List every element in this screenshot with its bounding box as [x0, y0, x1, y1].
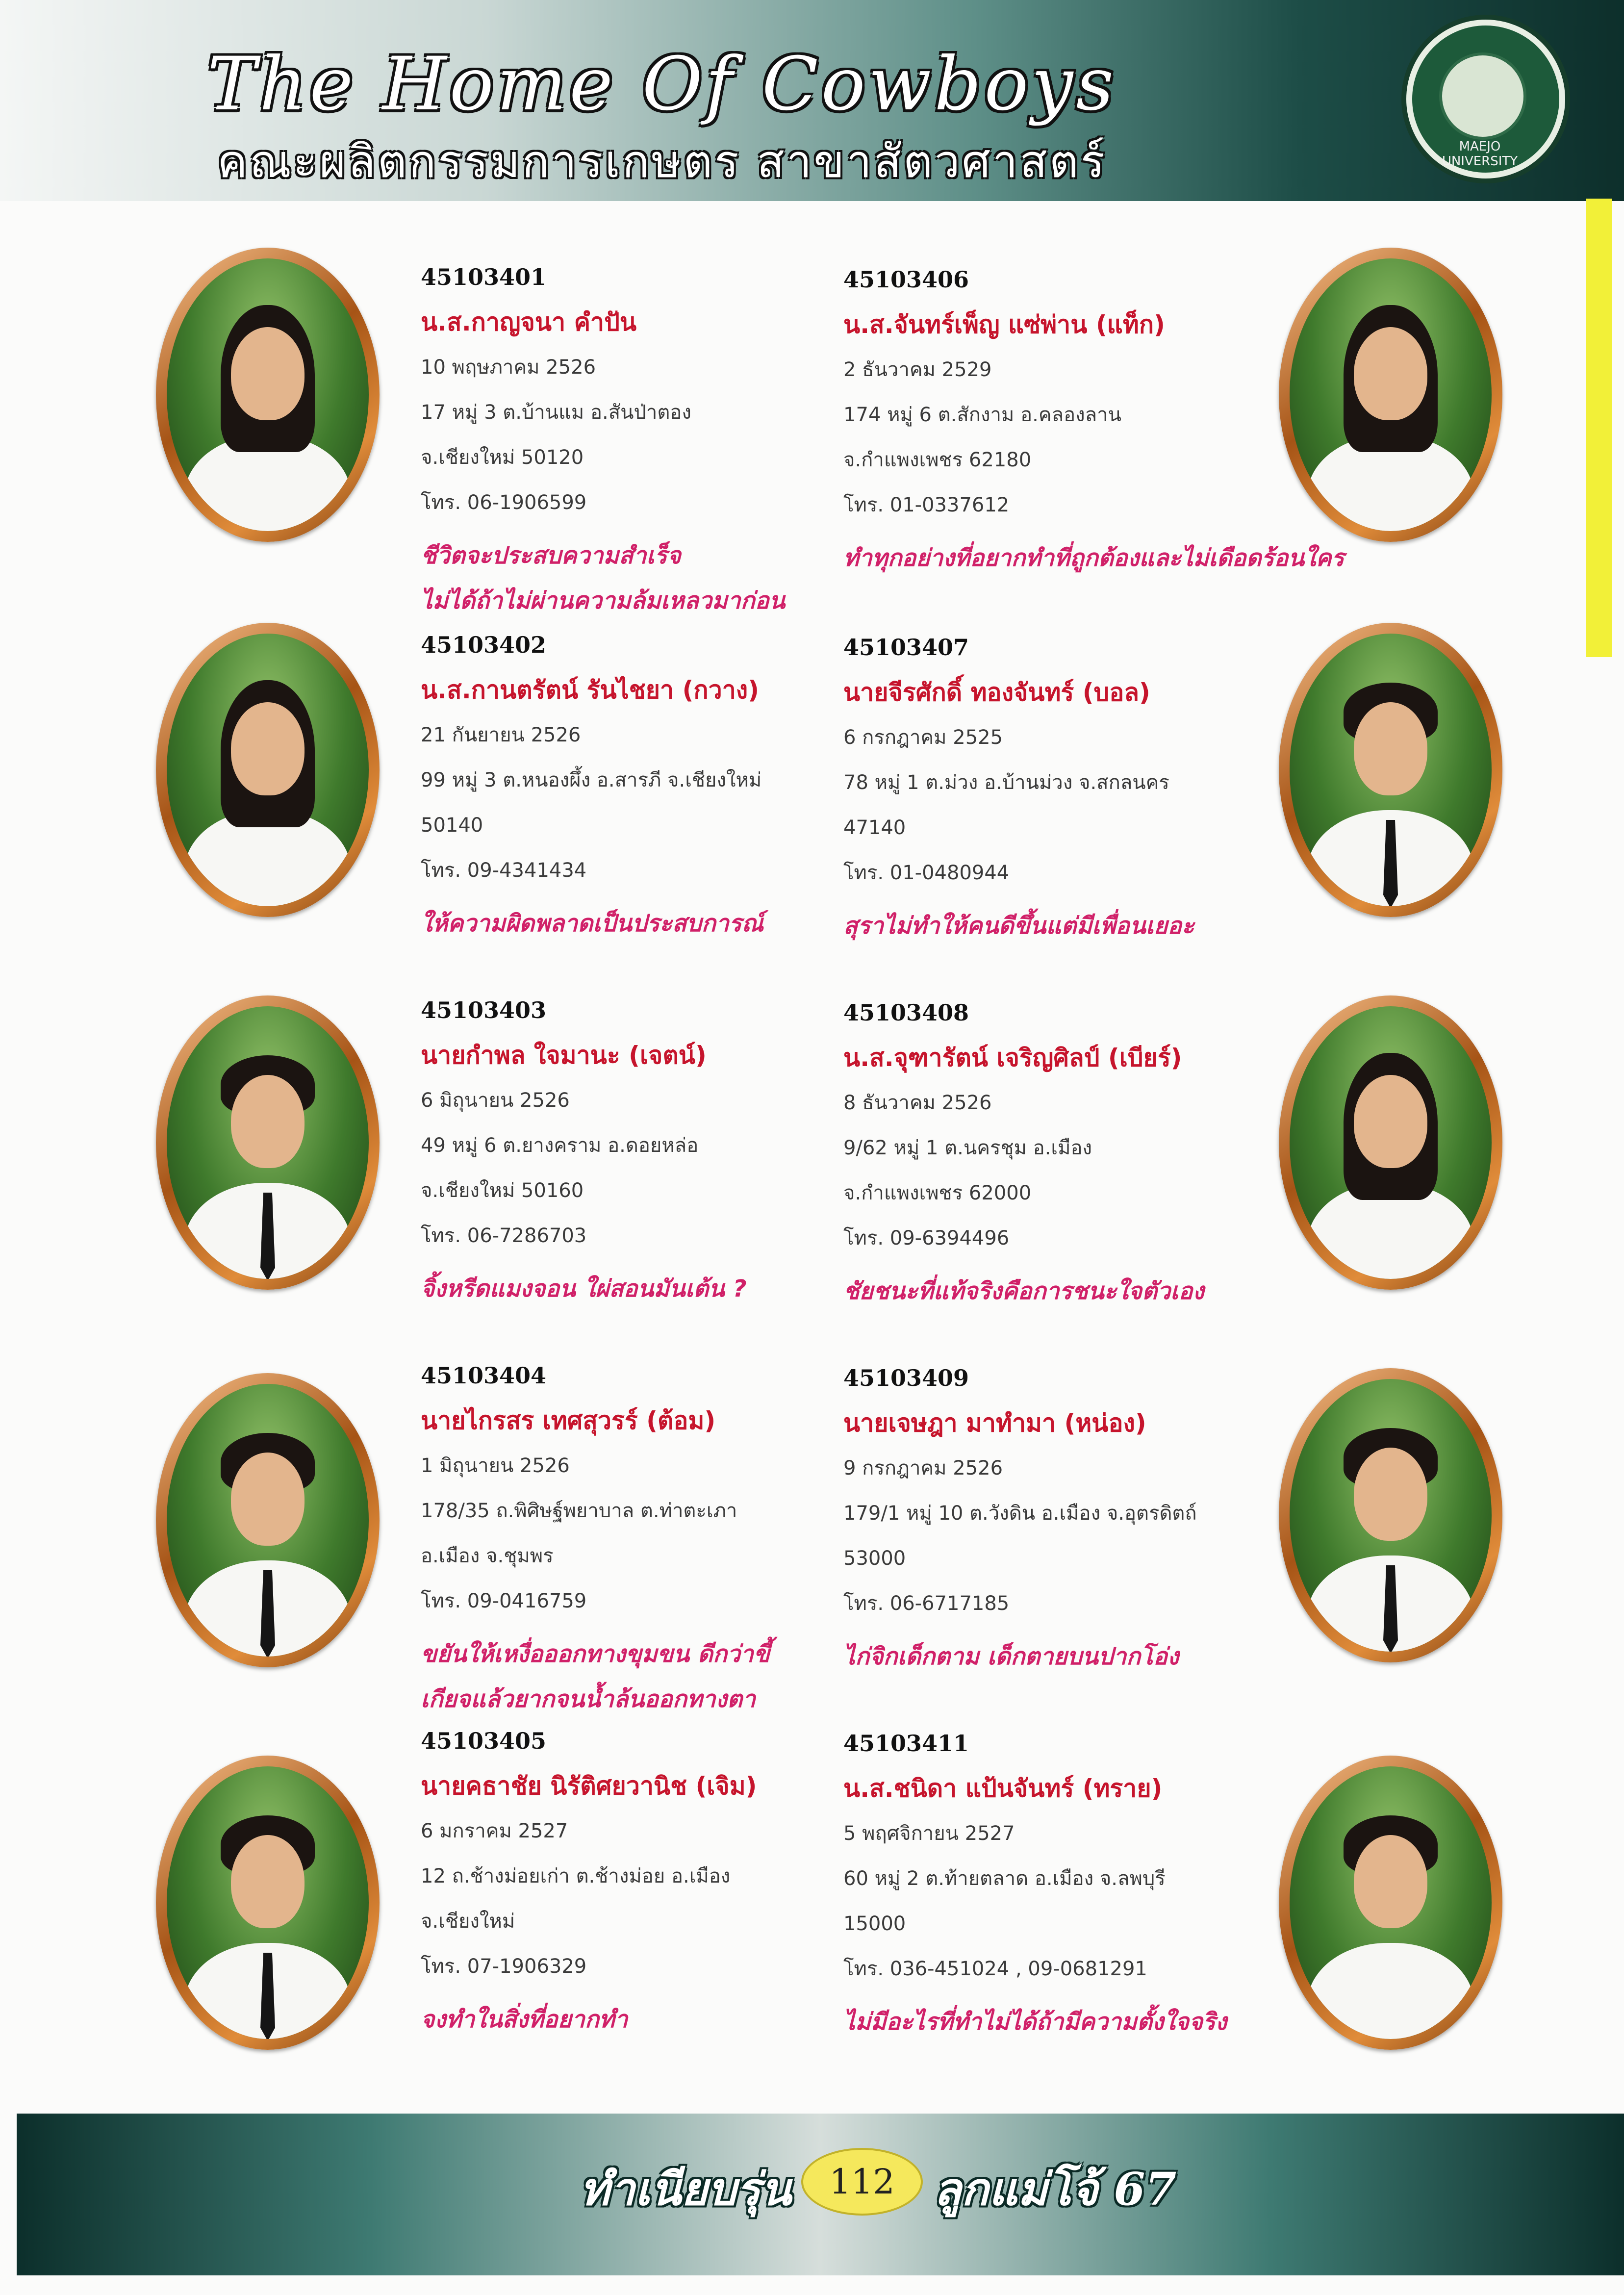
student-address-2: 53000	[843, 1547, 906, 1570]
student-entry-45103411	[843, 1729, 1334, 2044]
student-phone: โทร. 01-0337612	[843, 494, 1010, 516]
student-phone: โทร. 09-0416759	[421, 1590, 587, 1612]
student-motto: สุราไม่ทำให้คนดีขึ้นแต่มีเพื่อนเยอะ	[843, 912, 1194, 940]
student-entry-45103405	[421, 1726, 911, 2042]
student-name: น.ส.กาญจนา คำปัน	[421, 308, 637, 336]
student-name: นายคธาชัย นิรัติศยวานิช (เจิม)	[421, 1772, 757, 1800]
student-phone: โทร. 06-6717185	[843, 1592, 1010, 1615]
student-birthdate: 6 มิถุนายน 2526	[421, 1089, 570, 1112]
student-id: 45103409	[843, 1365, 969, 1391]
student-name: นายไกรสร เทศสุวรร์ (ต้อม)	[421, 1406, 716, 1435]
student-motto: ทำทุกอย่างที่อยากทำที่ถูกต้องและไม่เดือดร้อนใคร	[843, 544, 1345, 572]
student-address: 178/35 ถ.พิศิษฐ์พยาบาล ต.ท่าตะเภา	[421, 1500, 737, 1522]
student-entry-45103401	[421, 262, 911, 623]
student-address: 174 หมู่ 6 ต.สักงาม อ.คลองลาน	[843, 404, 1121, 426]
student-address: 12 ถ.ช้างม่อยเก่า ต.ช้างม่อย อ.เมือง	[421, 1865, 731, 1887]
student-motto: ขยันให้เหงื่อออกทางขุมขน ดีกว่าขี้	[421, 1640, 770, 1668]
page-title: The Home Of Cowboys	[207, 42, 1117, 127]
student-entry-45103409	[843, 1363, 1334, 1679]
footer-banner	[17, 2114, 1624, 2275]
student-phone: โทร. 09-6394496	[843, 1227, 1010, 1250]
student-phone: โทร. 01-0480944	[843, 862, 1010, 884]
student-birthdate: 2 ธันวาคม 2529	[843, 358, 992, 381]
student-id: 45103408	[843, 999, 969, 1026]
student-address: 78 หมู่ 1 ต.ม่วง อ.บ้านม่วง จ.สกลนคร	[843, 771, 1169, 794]
student-entry-45103402	[421, 630, 911, 946]
student-motto: ชีวิตจะประสบความสำเร็จ	[421, 542, 681, 569]
student-name: น.ส.จันทร์เพ็ญ แซ่พ่าน (แท็ก)	[843, 310, 1165, 339]
student-photo-45103406	[1279, 248, 1502, 542]
yellow-side-bar	[1586, 199, 1612, 657]
page-number: 112	[801, 2148, 923, 2216]
student-address-2: 50140	[421, 814, 483, 837]
student-address: 17 หมู่ 3 ต.บ้านแม อ.สันป่าตอง	[421, 401, 691, 424]
student-phone: โทร. 036-451024 , 09-0681291	[843, 1958, 1147, 1980]
student-motto: ชัยชนะที่แท้จริงคือการชนะใจตัวเอง	[843, 1277, 1204, 1305]
student-entry-45103406	[843, 265, 1345, 581]
student-birthdate: 8 ธันวาคม 2526	[843, 1092, 992, 1114]
student-photo-45103401	[156, 248, 380, 542]
student-address-2: จ.กำแพงเพชร 62180	[843, 449, 1032, 471]
footer-left-text: ทำเนียบรุ่น	[580, 2163, 791, 2216]
student-entry-45103407	[843, 633, 1334, 948]
header-banner	[0, 0, 1624, 201]
student-address-2: จ.กำแพงเพชร 62000	[843, 1182, 1032, 1204]
student-id: 45103411	[843, 1730, 969, 1757]
student-photo-45103408	[1279, 995, 1502, 1290]
student-birthdate: 6 กรกฎาคม 2525	[843, 726, 1003, 749]
student-phone: โทร. 07-1906329	[421, 1955, 587, 1978]
student-name: น.ส.กานตรัตน์ รันไชยา (กวาง)	[421, 676, 760, 704]
student-id: 45103405	[421, 1728, 547, 1754]
student-motto: จิ้งหรีดแมงจอน ใผ่สอนมันเต้น ?	[421, 1275, 747, 1302]
student-address: 60 หมู่ 2 ต.ท้ายตลาด อ.เมือง จ.ลพบุรี	[843, 1867, 1166, 1890]
student-photo-45103405	[156, 1756, 380, 2050]
logo-text: MAEJO UNIVERSITY	[1442, 139, 1518, 169]
student-address-2: 15000	[843, 1912, 906, 1935]
university-logo	[1406, 20, 1565, 178]
student-motto: จงทำในสิ่งที่อยากทำ	[421, 2006, 628, 2033]
student-birthdate: 21 กันยายน 2526	[421, 724, 581, 746]
student-photo-45103407	[1279, 623, 1502, 917]
student-id: 45103403	[421, 997, 547, 1023]
student-photo-45103409	[1279, 1368, 1502, 1662]
student-id: 45103402	[421, 632, 547, 658]
student-photo-45103404	[156, 1373, 380, 1667]
student-address: 49 หมู่ 6 ต.ยางคราม อ.ดอยหล่อ	[421, 1134, 699, 1157]
logo-emblem-icon	[1439, 52, 1526, 140]
student-address-2: จ.เชียงใหม่	[421, 1910, 515, 1933]
student-address-2: อ.เมือง จ.ชุมพร	[421, 1545, 554, 1567]
student-phone: โทร. 09-4341434	[421, 859, 587, 882]
student-name: น.ส.ชนิดา แป้นจันทร์ (ทราย)	[843, 1774, 1163, 1803]
student-id: 45103406	[843, 266, 969, 293]
student-entry-45103404	[421, 1361, 911, 1722]
student-birthdate: 1 มิถุนายน 2526	[421, 1454, 570, 1477]
student-address-2: จ.เชียงใหม่ 50120	[421, 446, 584, 469]
student-photo-45103403	[156, 995, 380, 1290]
student-photo-45103402	[156, 623, 380, 917]
student-address: 9/62 หมู่ 1 ต.นครชุม อ.เมือง	[843, 1137, 1092, 1159]
student-photo-45103411	[1279, 1756, 1502, 2050]
student-name: น.ส.จุฑารัตน์ เจริญศิลป์ (เบียร์)	[843, 1044, 1182, 1072]
student-address: 179/1 หมู่ 10 ต.วังดิน อ.เมือง จ.อุตรดิตถ์	[843, 1502, 1197, 1525]
footer-right-text: ลูกแม่โจ้ 67	[934, 2163, 1177, 2216]
student-address-2: จ.เชียงใหม่ 50160	[421, 1179, 584, 1202]
student-phone: โทร. 06-7286703	[421, 1224, 587, 1247]
student-motto-2: เกียจแล้วยากจนน้ำล้นออกทางตา	[421, 1685, 756, 1713]
student-entry-45103408	[843, 998, 1334, 1314]
student-birthdate: 9 กรกฎาคม 2526	[843, 1457, 1003, 1479]
student-id: 45103401	[421, 264, 547, 290]
student-entry-45103403	[421, 995, 911, 1311]
page-subtitle: คณะผลิตกรรมการเกษตร สาขาสัตวศาสตร์	[217, 135, 1107, 188]
student-birthdate: 5 พฤศจิกายน 2527	[843, 1822, 1015, 1845]
student-motto: ไก่จิกเด็กตาม เด็กตายบนปากโอ่ง	[843, 1643, 1179, 1670]
student-phone: โทร. 06-1906599	[421, 491, 587, 514]
student-id: 45103404	[421, 1362, 547, 1389]
student-address-2: 47140	[843, 816, 906, 839]
student-name: นายกำพล ใจมานะ (เจตน์)	[421, 1041, 707, 1070]
student-name: นายเจษฎา มาทำมา (หน่อง)	[843, 1409, 1146, 1437]
student-birthdate: 6 มกราคม 2527	[421, 1820, 568, 1842]
student-id: 45103407	[843, 634, 969, 661]
student-birthdate: 10 พฤษภาคม 2526	[421, 356, 596, 379]
student-motto: ไม่มีอะไรที่ทำไม่ได้ถ้ามีความตั้งใจจริง	[843, 2008, 1227, 2036]
student-motto: ให้ความผิดพลาดเป็นประสบการณ์	[421, 910, 764, 937]
student-address: 99 หมู่ 3 ต.หนองผึ้ง อ.สารภี จ.เชียงใหม่	[421, 769, 762, 791]
student-name: นายจีรศักดิ์ ทองจันทร์ (บอล)	[843, 678, 1150, 707]
student-motto-2: ไม่ได้ถ้าไม่ผ่านความล้มเหลวมาก่อน	[421, 587, 786, 614]
